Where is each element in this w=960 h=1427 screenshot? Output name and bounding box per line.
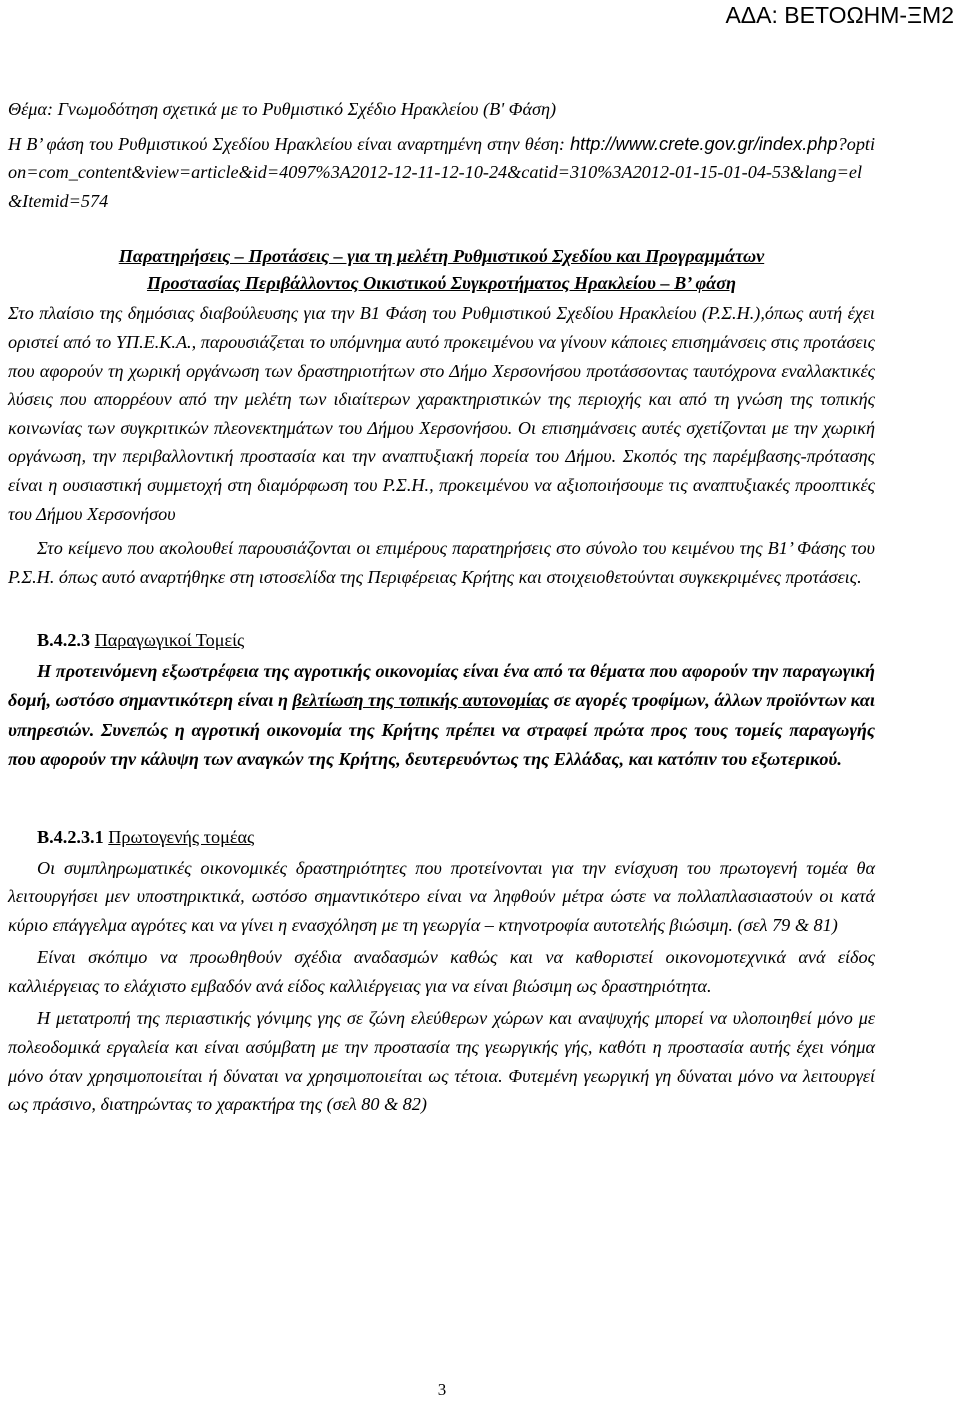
intro-text: Η Β’ φάση του Ρυθμιστικού Σχεδίου Ηρακλείου είναι αναρτημένη στην θέση: <box>8 133 565 154</box>
primary-sector-paragraph-3 <box>8 1004 875 1118</box>
productive-sectors-paragraph <box>8 657 875 775</box>
subject-text: Θέμα: Γνωμοδότηση σχετικά με το Ρυθμιστικό Σχέδιο Ηρακλείου (Β' Φάση) <box>8 99 557 119</box>
primary-sector-paragraph-1 <box>8 854 875 940</box>
document-body <box>8 95 875 1119</box>
url-part1[interactable]: http://www.crete.gov.gr/index.php <box>570 133 838 154</box>
consultation-text: Στο πλαίσιο της δημόσιας διαβούλευσης για την Β1 Φάση του Ρυθμιστικού Σχεδίου Ηρακλείου (Ρ.Σ.Η.),όπως αυτή έχει οριστεί από το ΥΠ.Ε.Κ.Α., παρουσιάζεται το υπόμνημα αυτό προκειμένου να γίνουν κάποιες επισημάνσεις στις προτάσεις που αφορούν τη χωρική οργάνωση των δραστηριοτήτων στο Δήμο Χερσονήσου προτάσσοντας ταυτόχρονα εναλλακτικές λύσεις που απορρέουν από την μελέτη των ιδιαίτερων χαρακτηριστικών της περιοχής και από τη γνώση της τοπικής κοινωνίας των συγκριτικών πλεονεκτημάτων του Δήμου Χερσονήσου. Οι επισημάνσεις αυτές σχετίζονται με την χωρική οργάνωση, την περιβαλλοντική προστασία και την αναπτυξιακή πορεία του Δήμου. Σκοπός της παρέμβασης-πρότασης είναι η ουσιαστική συμμετοχή στη διαμόρφωση του Ρ.Σ.Η., προκειμένου να αξιοποιήσουμε τις αναπτυξιακές προοπτικές του Δήμου Χερσονήσου <box>8 303 875 524</box>
heading-b423 <box>8 626 875 655</box>
productive-text-b: σε αγορές τροφίμων, άλλων προϊόντων και υπηρεσιών. Συνεπώς η αγροτική οικονομία της Κρήτης πρέπει να στραφεί πρώτα προς τους τομείς παραγωγής που αφορούν την κάλυψη των αναγκών της Κρήτης, δευτερευόντως της Ελλάδας, και κατόπιν του εξωτερικού. <box>8 690 875 770</box>
primary-sector-text-1: Οι συμπληρωματικές οικονομικές δραστηριότητες που προτείνονται για την ενίσχυση του πρωτογενή τομέα θα λειτουργήσει μεν υποστηρικτικά, ωστόσο σημαντικότερο είναι να ληφθούν μέτρα ώστε να πολλαπλασιαστούν οι κατά κύριο επάγγελμα αγρότες και να γίνει η ενασχόληση με τη γεωργία – κτηνοτροφία αυτοτελής βιώσιμη. (σελ 79 & 81) <box>8 857 875 935</box>
consultation-paragraph <box>8 299 875 528</box>
primary-sector-text-3: Η μετατροπή της περιαστικής γόνιμης γης σε ζώνη ελεύθερων χώρων και αναψυχής μπορεί να υλοποιηθεί μόνο με πολεοδομικά εργαλεία και είναι ασύμβατη με την προστασία της γεωργικής γής, καθότι η προστασία αυτής έχει νόημα μόνο όταν χρησιμοποιείται ή δύναται να χρησιμοποιείται ως τέτοια. Φυτεμένη γεωργική γη δύναται μόνο να λειτουργεί ως πράσινο, διατηρώντας το χαρακτήρα της (σελ 80 & 82) <box>8 1008 875 1115</box>
section-title-line2: Προστασίας Περιβάλλοντος Οικιστικού Συγκροτήματος Ηρακλείου – Β’ φάση <box>146 273 736 294</box>
url-part2[interactable]: ?option=com_content&view=article&id=4097%3A2012-12-11-12-10-24&catid=310%3A2012-01-15-01-04-53&lang=el&Itemid=574 <box>8 133 876 211</box>
heading-b4231-number: Β.4.2.3.1 <box>37 826 109 847</box>
primary-sector-text-2: Είναι σκόπιμο να προωθηθούν σχέδια αναδασμών καθώς και να καθοριστεί οικονομοτεχνικά ανά είδος καλλιέργειας το ελάχιστο εμβαδόν ανά είδος καλλιέργειας για να είναι βιώσιμη ως δραστηριότητα. <box>8 947 875 996</box>
primary-sector-paragraph-2 <box>8 943 875 1000</box>
document-code: ΑΔΑ: ΒΕΤΟΩΗΜ-ΞΜ2 <box>725 2 954 28</box>
summary-text: Στο κείμενο που ακολουθεί παρουσιάζονται οι επιμέρους παρατηρήσεις στο σύνολο του κειμένου της Β1’ Φάσης του Ρ.Σ.Η. όπως αυτό αναρτήθηκε στη ιστοσελίδα της Περιφέρειας Κρήτης και στοιχειοθετούνται συγκεκριμένες προτάσεις. <box>8 538 875 587</box>
productive-text-a: Η προτεινόμενη εξωστρέφεια της αγροτικής οικονομίας είναι ένα από τα θέματα που αφορούν την παραγωγική δομή, ωστόσο σημαντικότερη είναι η <box>8 660 875 711</box>
section-title <box>8 243 875 297</box>
productive-text-underlined: βελτίωση της τοπικής αυτονομίας <box>292 690 550 711</box>
section-title-line1: Παρατηρήσεις – Προτάσεις – για τη μελέτη Ρυθμιστικού Σχεδίου και Προγραμμάτων <box>118 246 765 267</box>
heading-b423-title: Παραγωγικοί Τομείς <box>94 630 245 651</box>
intro-paragraph <box>8 130 875 216</box>
heading-b4231-title: Πρωτογενής τομέας <box>108 826 255 847</box>
subject-line <box>8 95 875 124</box>
heading-b423-number: Β.4.2.3 <box>37 630 95 651</box>
summary-paragraph <box>8 534 875 591</box>
heading-b4231 <box>8 823 875 852</box>
page-number: 3 <box>437 1380 447 1399</box>
